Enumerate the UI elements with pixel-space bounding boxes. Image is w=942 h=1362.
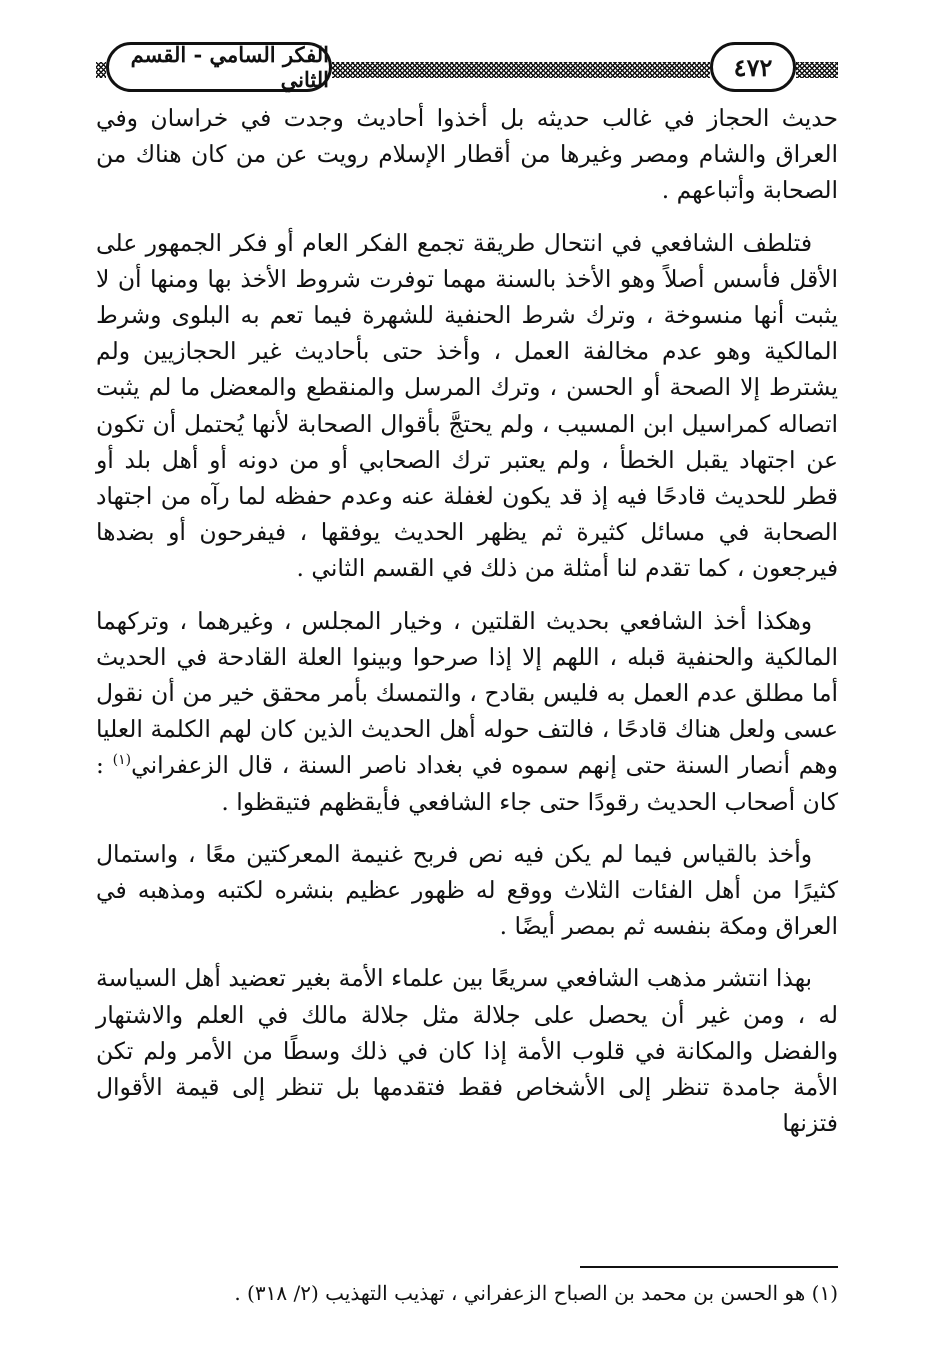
page-number: ٤٧٢ <box>710 42 796 92</box>
paragraph-2: فتلطف الشافعي في انتحال طريقة تجمع الفكر العام أو فكر الجمهور على الأقل فأسس أصلاً وهو الأخذ بالسنة مهما توفرت شروط الأخذ بها ومنها أن لا يثبت أنها منسوخة ، وترك شرط الحنفية للشهرة فيما تعم به البلوى وشرط المالكية وهو عدم مخالفة العمل ، وأخذ حتى بأحاديث غير الحجازيين ولم يشترط إلا الصحة أو الحسن ، وترك المرسل والمنقطع والمعضل ما لم يثبت اتصاله كمراسيل ابن المسيب ، ولم يحتجَّ بأقوال الصحابة لأنها يُحتمل أن تكون عن اجتهاد يقبل الخطأ ، ولم يعتبر ترك الصحابي أو من دونه أو أهل بلد أو قطر للحديث قادحًا فيه إذ قد يكون لغفلة عنه وعدم حفظه لما رآه من اجتهاد الصحابة في مسائل كثيرة ثم يظهر الحديث يوفقها ، فيفرحون أو بضدها فيرجعون ، كما تقدم لنا أمثلة من ذلك في القسم الثاني . <box>96 228 838 583</box>
paragraph-3-quote: : كان أصحاب الحديث رقودًا حتى جاء الشافعي فأيقظهم فتيقظوا . <box>96 751 838 816</box>
header-ornament-left <box>96 62 106 78</box>
paragraph-1: حديث الحجاز في غالب حديثه بل أخذوا أحاديث وجدت في خراسان وفي العراق والشام ومصر وغيرها من أقطار الإسلام رويت عن من كان هناك من الصحابة وأتباعهم . <box>96 104 838 205</box>
paragraph-4: وأخذ بالقياس فيما لم يكن فيه نص فربح غنيمة المعركتين معًا ، واستمال كثيرًا من أهل الفئات الثلاث ووقع له ظهور عظيم بنشره لكتبه ومذهبه في العراق ومكة بنفسه ثم بمصر أيضًا . <box>96 839 838 941</box>
header-ornament-right <box>796 62 838 78</box>
footnote-reference: (١) <box>112 752 132 769</box>
body-text <box>96 100 838 1157</box>
footnote: (١) هو الحسن بن محمد بن الصباح الزعفراني ، تهذيب التهذيب (٢/ ٣١٨) . <box>234 1281 838 1305</box>
paragraph-3 <box>96 603 838 820</box>
paragraph-5: بهذا انتشر مذهب الشافعي سريعًا بين علماء الأمة بغير تعضيد أهل السياسة له ، ومن غير أن يحصل على جلالة مثل جلالة مالك في العلم والاشتهار والفضل والمكانة في قلوب الأمة إذا كان في ذلك وسطًا من الأمر ولم تكن الأمة جامدة تنظر إلى الأشخاص فقط فتقدمها بل تنظر إلى قيمة الأقوال فتزنها <box>96 964 838 1138</box>
running-title: الفكر السامي - القسم الثاني <box>106 42 332 92</box>
footnote-divider <box>580 1266 838 1268</box>
paragraph-3-text: وهكذا أخذ الشافعي بحديث القلتين ، وخيار المجلس ، وغيرهما ، وتركهما المالكية والحنفية قبله ، اللهم إلا إذا صرحوا وبينوا العلة القادحة في الحديث أما مطلق عدم العمل به فليس بقادح ، والتمسك بأمر محقق خير من أن نقول عسى ولعل هناك قادحًا ، فالتف حوله أهل الحديث الذين كان لهم الكلمة العليا وهم أنصار السنة حتى إنهم سموه في بغداد ناصر السنة ، قال الزعفراني <box>96 606 838 780</box>
page-header <box>96 36 838 104</box>
header-ornament-middle <box>332 62 710 78</box>
